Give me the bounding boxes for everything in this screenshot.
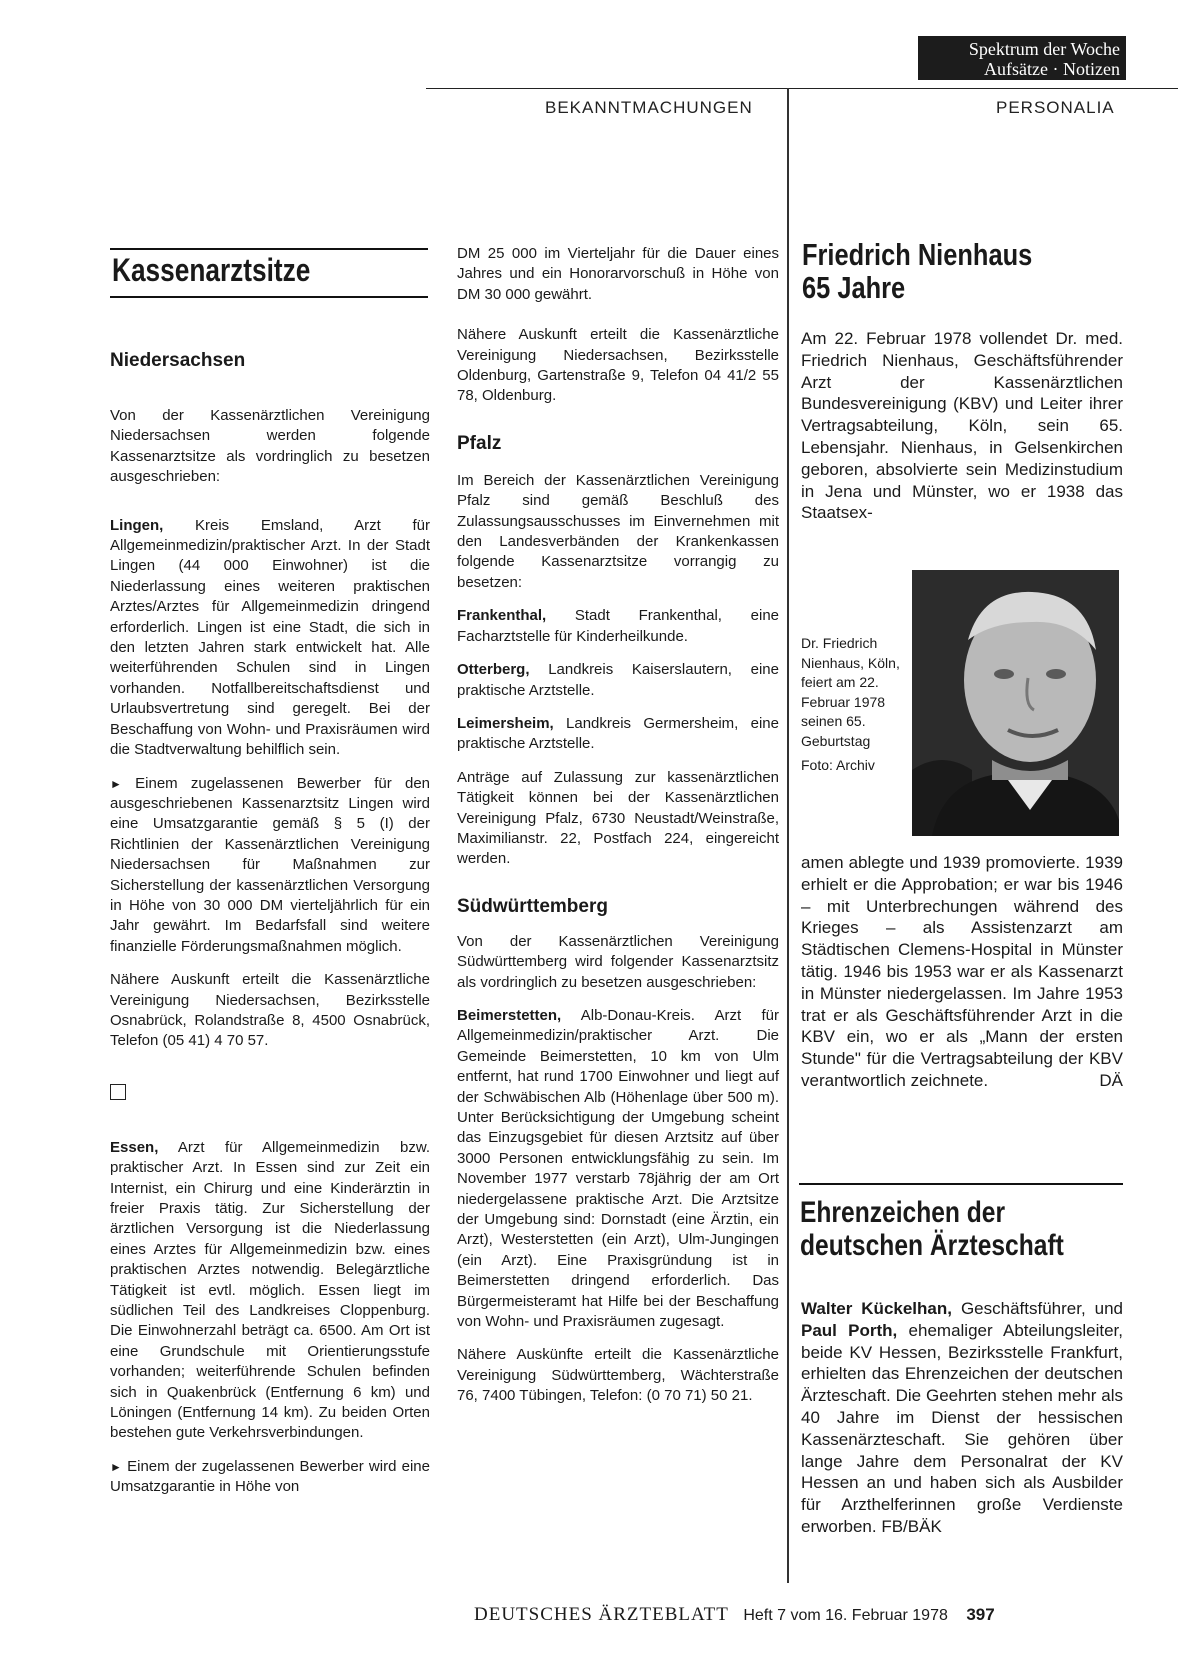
heading-ehrenzeichen: Ehrenzeichen der deutschen Ärzteschaft bbox=[800, 1196, 1064, 1262]
rubric-line-1: Spektrum der Woche bbox=[968, 39, 1120, 59]
paragraph: ► Einem zugelassenen Bewerber für den ausgeschriebenen Kassenarztsitz Lingen wird eine Umsatzgarantie gemäß § 5 (I) der Richtlinien der Kassenärztlichen Vereinigung Niedersachsen für Maßnahmen zur Sicherstellung der kassenärztlichen Versorgung in Höhe von 30 000 DM vierteljährlich für ein Jahr gewährt. Im Bedarfsfall sind weitere finanzielle Förderungsmaßnahmen möglich. bbox=[110, 774, 430, 955]
section-bekanntmachungen: BEKANNTMACHUNGEN bbox=[545, 98, 753, 117]
paragraph: Nähere Auskunft erteilt die Kassenärztliche Vereinigung Niedersachsen, Bezirksstelle Oldenburg, Gartenstraße 9, Telefon 04 41/2 55 78, Oldenburg. bbox=[457, 326, 779, 405]
paragraph: DM 25 000 im Vierteljahr für die Dauer eines Jahres und ein Honorarvorschuß in Höhe von DM 30 000 gewährt. bbox=[457, 245, 779, 303]
rubric-line-2: Aufsätze · Notizen bbox=[984, 59, 1120, 79]
subheading-niedersachsen: Niedersachsen bbox=[110, 350, 246, 371]
footer bbox=[474, 1604, 995, 1626]
section-personalia: PERSONALIA bbox=[996, 98, 1115, 117]
paragraph: Nähere Auskunft erteilt die Kassenärztliche Vereinigung Niedersachsen, Bezirksstelle Osnabrück, Rolandstraße 8, 4500 Osnabrück, Telefon (05 41) 4 70 57. bbox=[110, 971, 430, 1050]
rubric-box bbox=[918, 36, 1126, 80]
heading-kassenarztsitze: Kassenarztsitze bbox=[112, 252, 311, 288]
column-3-bottom bbox=[801, 1298, 1123, 1551]
paragraph: amen ablegte und 1939 promovierte. 1939 erhielt er die Approbation; er war bis 1946 – mit Unterbrechungen während des Krieges – als Assistenzarzt am Städtischen Clemens-Hospital in Münster tätig. 1946 bis 1953 war er als Kassenarzt in Münster niedergelassen. Im Jahre 1953 trat er als Geschäftsführender Arzt in die KBV ein, wo er als „Mann der ersten Stunde" für die Vertragsabteilung der KBV verantwortlich zeichnete. DÄ bbox=[801, 853, 1123, 1090]
column-1 bbox=[110, 406, 430, 1511]
top-rule bbox=[426, 88, 1178, 89]
paragraph: Walter Kückelhan, Geschäftsführer, und Paul Porth, ehemaliger Abteilungsleiter, beide KV Hessen, Bezirksstelle Frankfurt, erhielten das Ehrenzeichen der deutschen Ärzteschaft. Die Geehrten stehen mehr als 40 Jahre im Dienst der hessischen Kassenärzteschaft. Sie gehören über lange Jahre dem Personalrat der KV Hessen an und haben sich als Ausbilder für Arzthelferinnen große Verdienste erworben. FB/BÄK bbox=[801, 1299, 1123, 1536]
paragraph: Anträge auf Zulassung zur kassenärztlichen Tätigkeit können bei der Kassenärztlichen Vereinigung Pfalz, 6730 Neustadt/Weinstraße, Maximilianstr. 22, Postfach 224, eingereicht werden. bbox=[457, 768, 779, 868]
signature: DÄ bbox=[1099, 1070, 1123, 1090]
photo-credit: Foto: Archiv bbox=[801, 756, 875, 773]
paragraph: Leimersheim, Landkreis Germersheim, eine praktische Arztstelle. bbox=[457, 714, 779, 753]
paragraph: Essen, Arzt für Allgemeinmedizin bzw. praktischer Arzt. In Essen sind zur Zeit ein Internist, ein Chirurg und eine Kinderärztin in freier Praxis tätig. Zur Sicherstellung der ärztlichen Versorgung ist die Niederlassung eines Arztes für Allgemeinmedizin bzw. eines praktischen Arztes notwendig. Belegärztliche Tätigkeit ist evtl. möglich. Essen liegt im südlichen Teil des Landkreises Cloppenburg. Die Einwohnerzahl beträgt ca. 6500. Am Ort ist eine Grundschule mit Orientierungsstufe vorhanden; weiterführende Schulen befinden sich in Quakenbrück (Entfernung 6 km) und Löningen (Entfernung 14 km). Zu beiden Orten bestehen gute Verkehrsverbindungen. bbox=[110, 1138, 430, 1442]
column-3-top bbox=[801, 328, 1123, 537]
footer-issue: Heft 7 vom 16. Februar 1978 bbox=[743, 1607, 948, 1624]
title-rule bbox=[110, 296, 428, 298]
paragraph: Beimerstetten, Alb-Donau-Kreis. Arzt für Allgemeinmedizin/praktischer Arzt. Die Gemeinde Beimerstetten, 10 km von Ulm entfernt, hat rund 1700 Einwohner und liegt auf der Schwäbischen Alb (Höhenlage über 500 m). Unter Berücksichtigung der Umgebung scheint das Einzugsgebiet für diesen Arztsitz auf über 3000 Personen entwicklungsfähig zu sein. Im November 1977 verstarb 78jährig der am Ort niedergelassene praktische Arzt. Die Arztsitze der Umgebung sind: Dornstadt (eine Ärztin, ein Arzt), Westerstetten (ein Arzt), Ulm-Jungingen (ein Arzt). Eine Praxisgründung ist in Beimerstetten dringend erforderlich. Das Bürgermeisteramt hat Hilfe bei der Beschaffung von Wohn- und Praxisräumen zugesagt. bbox=[457, 1006, 779, 1331]
paragraph: Von der Kassenärztlichen Vereinigung Niedersachsen werden folgende Kassenarztsitze als vordringlich zu besetzen ausgeschrieben: bbox=[110, 407, 430, 486]
column-divider bbox=[787, 88, 789, 1583]
paragraph: Am 22. Februar 1978 vollendet Dr. med. Friedrich Nienhaus, Geschäftsführender Arzt der Kassenärztlichen Bundesvereinigung (KBV) und Leiter ihrer Vertragsabteilung, Köln, sein 65. Lebensjahr. Nienhaus, in Gelsenkirchen geboren, absolvierte sein Medizinstudium in Jena und Münster, wo er 1938 das Staatsex- bbox=[801, 329, 1123, 523]
checkbox-square-icon bbox=[110, 1084, 126, 1100]
photo-caption: Dr. Friedrich Nienhaus, Köln, feiert am 22. Februar 1978 seinen 65. Geburtstag Foto: Archiv bbox=[801, 634, 905, 775]
paragraph: ► Einem der zugelassenen Bewerber wird eine Umsatzgarantie in Höhe von bbox=[110, 1457, 430, 1496]
paragraph: Frankenthal, Stadt Frankenthal, eine Facharztstelle für Kinderheilkunde. bbox=[457, 607, 779, 645]
heading-nienhaus: Friedrich Nienhaus 65 Jahre bbox=[802, 237, 1033, 305]
paragraph: Im Bereich der Kassenärztlichen Vereinigung Pfalz sind gemäß Beschluß des Zulassungsausschusses im Einvernehmen mit den Landesverbänden der Krankenkassen folgende Kassenarztsitze vorrangig zu besetzen: bbox=[457, 471, 779, 591]
paragraph: Nähere Auskünfte erteilt die Kassenärztliche Vereinigung Südwürttemberg, Wächterstraße 76, 7400 Tübingen, Telefon: (0 70 71) 50 21. bbox=[457, 1346, 779, 1405]
portrait-image bbox=[912, 570, 1119, 836]
column-3-continued bbox=[801, 852, 1123, 1105]
title-rule bbox=[799, 1183, 1123, 1185]
subheading-suedwuerttemberg: Südwürttemberg bbox=[457, 895, 608, 917]
arrow-icon: ► bbox=[110, 1459, 122, 1474]
portrait-photo bbox=[912, 570, 1119, 836]
subheading-pfalz: Pfalz bbox=[457, 432, 502, 454]
paragraph: Von der Kassenärztlichen Vereinigung Südwürttemberg wird folgender Kassenarztsitz als vordringlich zu besetzen ausgeschrieben: bbox=[457, 932, 779, 991]
paragraph: Lingen, Kreis Emsland, Arzt für Allgemeinmedizin/praktischer Arzt. In der Stadt Lingen (44 000 Einwohner) ist die Niederlassung eines weiteren praktischen Arztes/Arztes für Allgemeinmedizin dringend erforderlich. Lingen ist eine Stadt, die sich in den letzten Jahren stark entwickelt hat. Alle weiterführenden Schulen sind in Lingen vorhanden. Notfallbereitschaftsdienst und Urlaubsvertretung sind geregelt. Bei der Beschaffung von Wohn- und Praxisräumen wird die Stadtverwaltung behilflich sein. bbox=[110, 516, 430, 759]
page-number: 397 bbox=[966, 1605, 995, 1624]
paragraph: Otterberg, Landkreis Kaiserslautern, eine praktische Arztstelle. bbox=[457, 661, 779, 699]
title-rule bbox=[110, 248, 428, 250]
footer-magazine: DEUTSCHES ÄRZTEBLATT bbox=[474, 1604, 729, 1625]
arrow-icon: ► bbox=[110, 776, 122, 791]
column-2 bbox=[457, 244, 779, 1420]
